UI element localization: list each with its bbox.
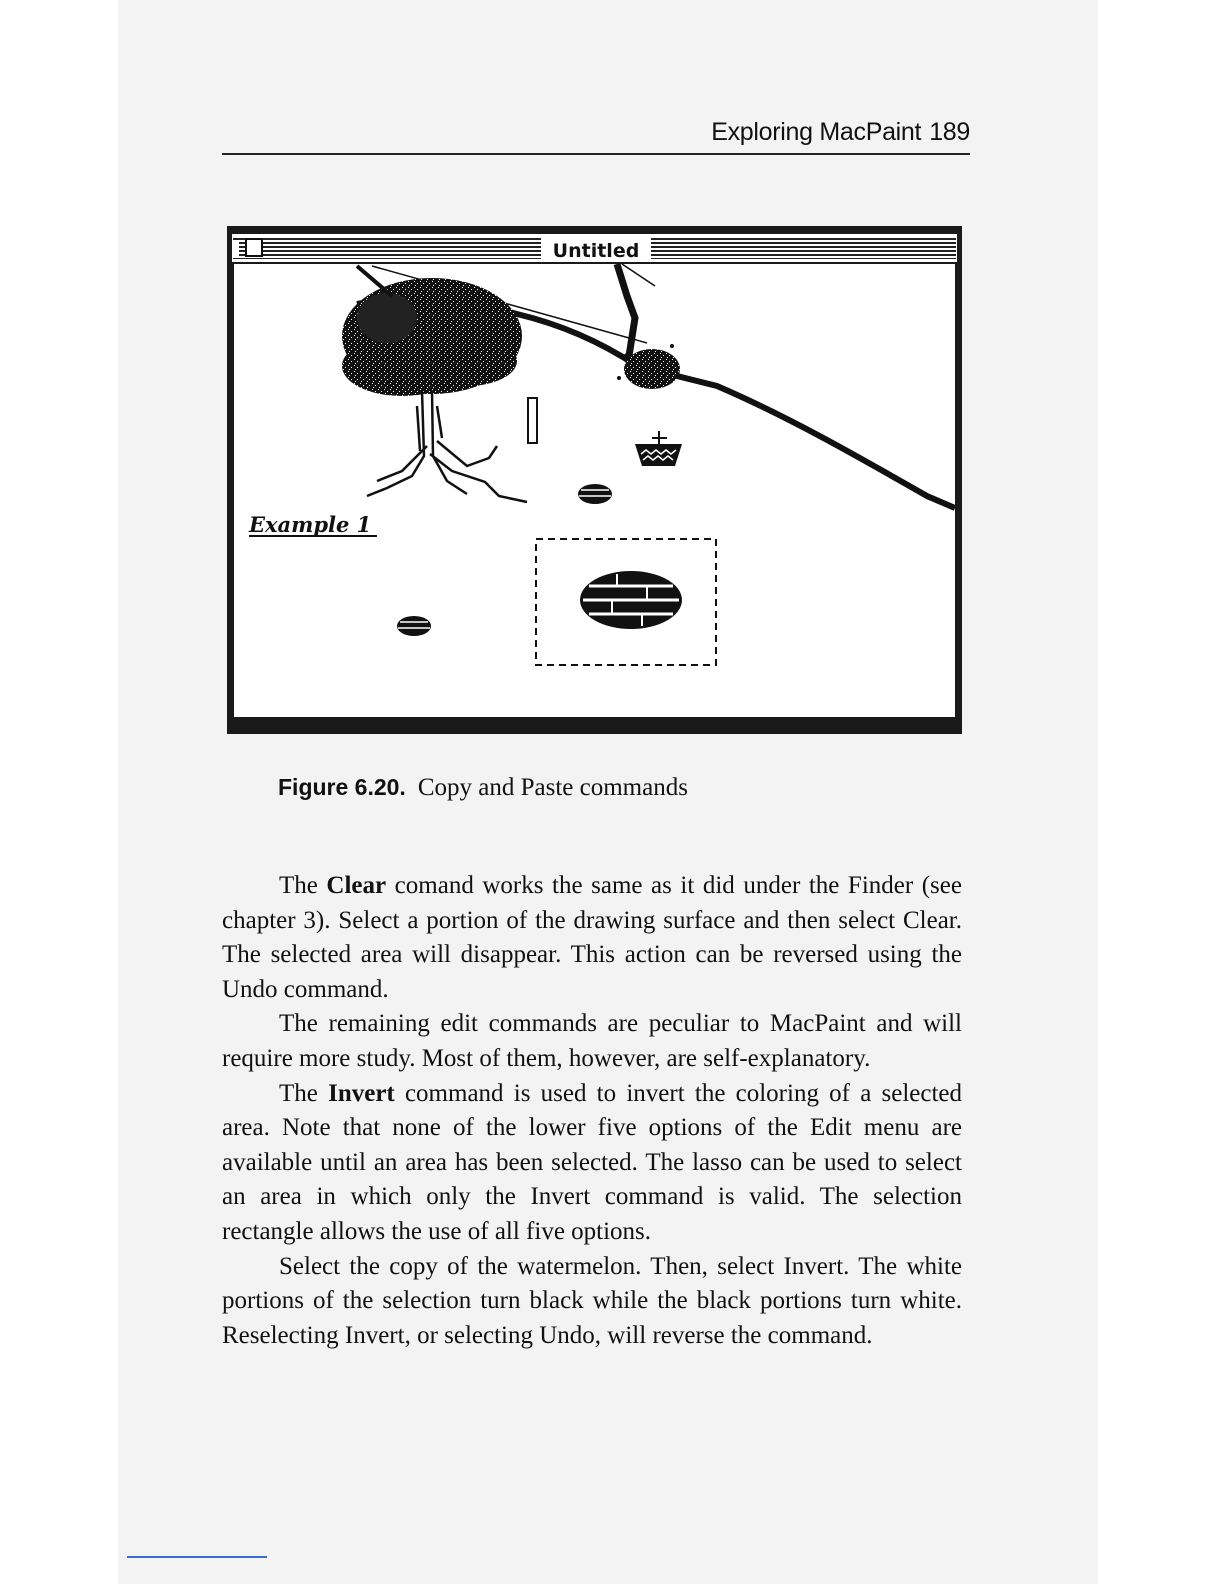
footer-link-mark (127, 1556, 267, 1558)
figure-caption (278, 774, 978, 802)
title-bar[interactable] (232, 234, 957, 262)
header-rule (222, 153, 970, 155)
paragraph-remaining: The remaining edit commands are peculiar to MacPaint and will require more study. Most of them, however, are self-explanatory. (222, 1010, 962, 1072)
watermelon-large (580, 571, 682, 629)
drawing-canvas[interactable] (234, 264, 955, 717)
running-title: Exploring MacPaint (711, 118, 922, 146)
post-rectangle (528, 398, 537, 443)
page-number: 189 (929, 118, 970, 146)
caption-label: Figure 6.20. (278, 774, 406, 800)
watermelon-small (578, 484, 612, 504)
macpaint-window (227, 226, 962, 734)
resize-marker (233, 240, 239, 256)
paragraph-text: The (279, 1079, 329, 1107)
paragraph-text: The (279, 872, 327, 899)
canvas-label: Example 1 (249, 512, 372, 537)
command-name-invert: Invert (328, 1079, 395, 1107)
caption-text: Copy and Paste commands (417, 774, 688, 801)
watermelon-copy-left (397, 616, 431, 636)
paragraph-clear (222, 869, 962, 1007)
running-head (222, 118, 970, 147)
macpaint-window-figure (227, 226, 962, 734)
paragraph-text: command is used to invert the coloring of a selected area. Note that none of the lower five options of the Edit menu are available until an area has been selected. The lasso can be used to select an area in which only the Invert command is valid. The selection rectangle allows the use of all five options. (222, 1079, 963, 1245)
paragraph-invert (222, 1077, 962, 1250)
paragraph-text: comand works the same as it did under the Finder (see chapter 3). Select a portion of the drawing surface and then select Clear. The selected area will disappear. This action can be reversed using the Undo command. (222, 872, 962, 1003)
close-box-icon[interactable] (246, 239, 262, 256)
hanging-bush (624, 349, 680, 389)
command-name-clear: Clear (326, 872, 387, 899)
window-title: Untitled (552, 240, 640, 262)
paragraph-watermelon: Select the copy of the watermelon. Then, select Invert. The white portions of the selection turn black while the black portions turn white. Reselecting Invert, or selecting Undo, will reverse the command. (222, 1252, 962, 1349)
body-text (222, 869, 962, 1353)
